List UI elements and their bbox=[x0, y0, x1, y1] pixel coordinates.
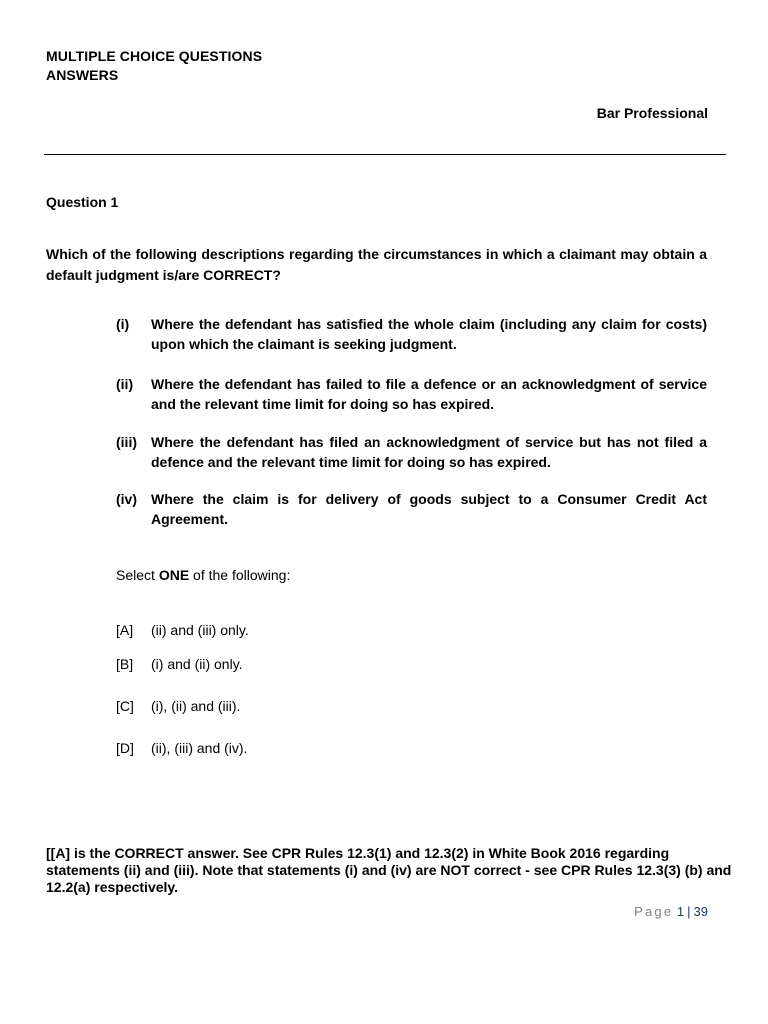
header-divider bbox=[44, 154, 726, 155]
option-letter: [B] bbox=[116, 656, 134, 672]
document-title: MULTIPLE CHOICE QUESTIONS bbox=[46, 48, 263, 64]
page-number-footer bbox=[634, 904, 708, 920]
select-instruction-after: of the following: bbox=[189, 567, 291, 583]
question-prompt: Which of the following descriptions regarding the circumstances in which a claimant may obtain a default judgment is/are CORRECT? bbox=[46, 246, 707, 283]
statement-text: Where the defendant has failed to file a defence or an acknowledgment of service and the relevant time limit for doing so has expired. bbox=[151, 376, 707, 412]
statement-text: Where the defendant has satisfied the whole claim (including any claim for costs) upon which the claimant is seeking judgment. bbox=[151, 316, 707, 352]
statement-number: (iii) bbox=[116, 434, 137, 450]
statement-text: Where the claim is for delivery of goods subject to a Consumer Credit Act Agreement. bbox=[151, 491, 707, 527]
option-letter: [D] bbox=[116, 740, 134, 756]
option-letter: [A] bbox=[116, 622, 134, 638]
answer-explanation: [[A] is the CORRECT answer. See CPR Rules 12.3(1) and 12.3(2) in White Book 2016 regarding statements (ii) and (iii). Note that statements (i) and (iv) are NOT correct - see CPR Rules 12.3(3) (b) and 12.2(a) respectively. bbox=[46, 845, 732, 895]
page-separator: | bbox=[687, 904, 691, 919]
course-name: Bar Professional bbox=[596, 105, 708, 121]
document-subtitle: ANSWERS bbox=[46, 67, 119, 83]
select-instruction-emphasis: ONE bbox=[158, 567, 190, 583]
page-current: 1 bbox=[676, 904, 685, 919]
question-heading: Question 1 bbox=[46, 194, 119, 210]
option-text: (i), (ii) and (iii). bbox=[151, 698, 241, 714]
select-instruction bbox=[116, 566, 290, 584]
option-text: (ii), (iii) and (iv). bbox=[151, 740, 248, 756]
option-text: (ii) and (iii) only. bbox=[151, 622, 249, 638]
page-total: 39 bbox=[693, 904, 708, 919]
select-instruction-before: Select bbox=[116, 567, 159, 583]
statement-number: (ii) bbox=[116, 376, 134, 392]
statement-number: (iv) bbox=[116, 491, 137, 507]
option-letter: [C] bbox=[116, 698, 134, 714]
option-text: (i) and (ii) only. bbox=[151, 656, 243, 672]
page-label: Page bbox=[634, 904, 674, 919]
statement-number: (i) bbox=[116, 316, 130, 332]
statement-text: Where the defendant has filed an acknowledgment of service but has not filed a defence and the relevant time limit for doing so has expired. bbox=[151, 434, 707, 470]
